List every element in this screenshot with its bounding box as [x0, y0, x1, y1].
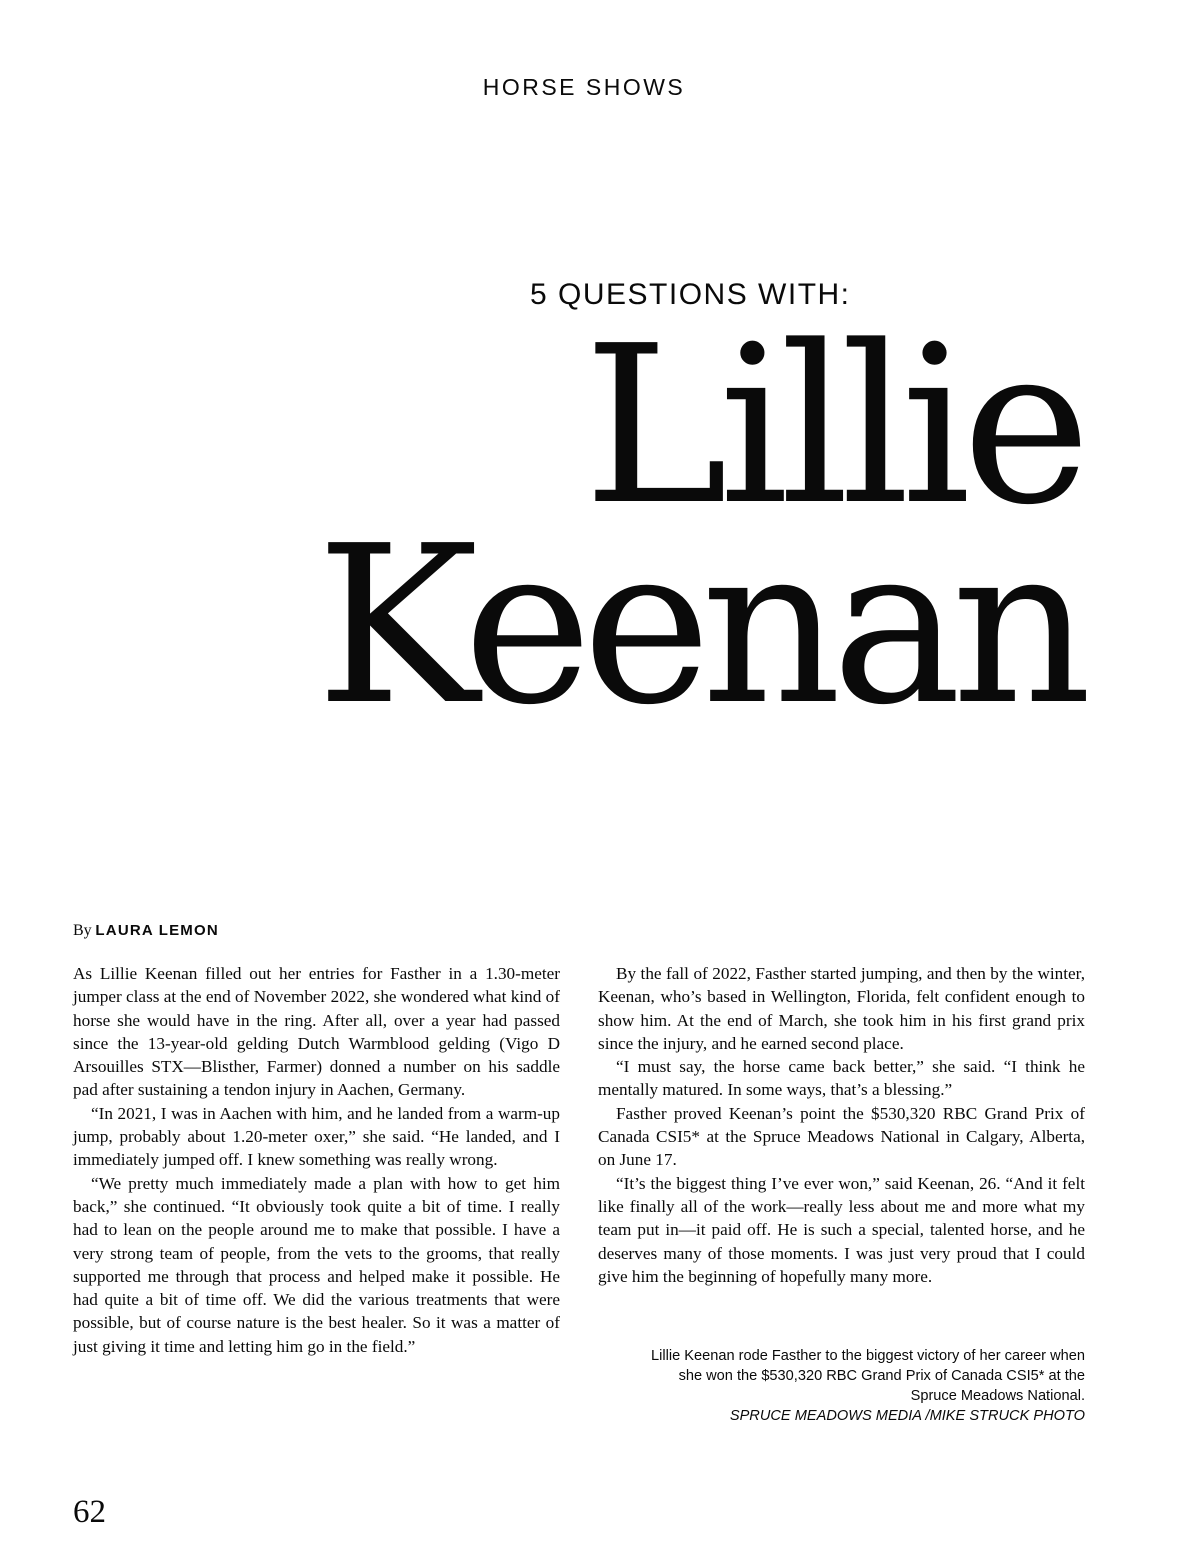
section-label: HORSE SHOWS	[482, 74, 686, 100]
photo-caption	[640, 1346, 1085, 1426]
title-last-name: Keenan	[316, 500, 1082, 753]
article-paragraph: “It’s the biggest thing I’ve ever won,” said Keenan, 26. “And it felt like finally all of the work—really less about me and more what my team put in—it paid off. He is such a special, talented horse, and he deserves many of those moments. I was just very proud that I could give him the beginning of hopefully many more.	[598, 1173, 1085, 1286]
article-paragraph: As Lillie Keenan filled out her entries for Fasther in a 1.30-meter jumper class at the end of November 2022, she wondered what kind of horse she would have in the ring. After all, over a year had passed since the 13-year-old gelding Dutch Warmblood gelding (Vigo D Arsouilles STX—Blisther, Farmer) donned a number on his saddle pad after sustaining a tendon injury in Aachen, Germany.	[73, 964, 560, 1100]
photo-credit: SPRUCE MEADOWS MEDIA /MIKE STRUCK PHOTO	[729, 1408, 1085, 1424]
caption-text: Lillie Keenan rode Fasther to the biggest victory of her career when she won the $530,320 RBC Grand Prix of Canada CSI5* at the Spruce Meadows National.	[650, 1348, 1085, 1404]
article-paragraph: Fasther proved Keenan’s point the $530,320 RBC Grand Prix of Canada CSI5* at the Spruce Meadows National in Calgary, Alberta, on June 17.	[598, 1103, 1085, 1170]
article-column-right	[598, 962, 1085, 1288]
title-kicker: 5 QUESTIONS WITH:	[530, 278, 851, 311]
article-paragraph: “I must say, the horse came back better,” she said. “I think he mentally matured. In some ways, that’s a blessing.”	[598, 1057, 1085, 1100]
article-paragraph: “In 2021, I was in Aachen with him, and he landed from a warm-up jump, probably about 1.20-meter oxer,” she said. “He landed, and I immediately jumped off. I knew something was really wrong.	[73, 1103, 560, 1170]
byline-author: LAURA LEMON	[95, 922, 219, 939]
article-paragraph: “We pretty much immediately made a plan with how to get him back,” she continued. “It obviously took quite a bit of time. I really had to lean on the people around me to make that possible. I have a very strong team of people, from the vets to the grooms, that really supported me through that process and helped make it possible. He had quite a bit of time off. We did the various treatments that were possible, but of course nature is the best healer. So it was a matter of just giving it time and letting him go in the field.”	[73, 1173, 560, 1356]
byline-prefix: By	[73, 922, 92, 939]
page-number: 62	[73, 1494, 106, 1530]
byline	[73, 922, 219, 940]
title-first-name: Lillie	[583, 300, 1082, 553]
article-column-left	[73, 962, 560, 1358]
article-paragraph: By the fall of 2022, Fasther started jumping, and then by the winter, Keenan, who’s based in Wellington, Florida, felt confident enough to show him. At the end of March, she took him in his first grand prix since the injury, and he earned second place.	[598, 964, 1085, 1053]
